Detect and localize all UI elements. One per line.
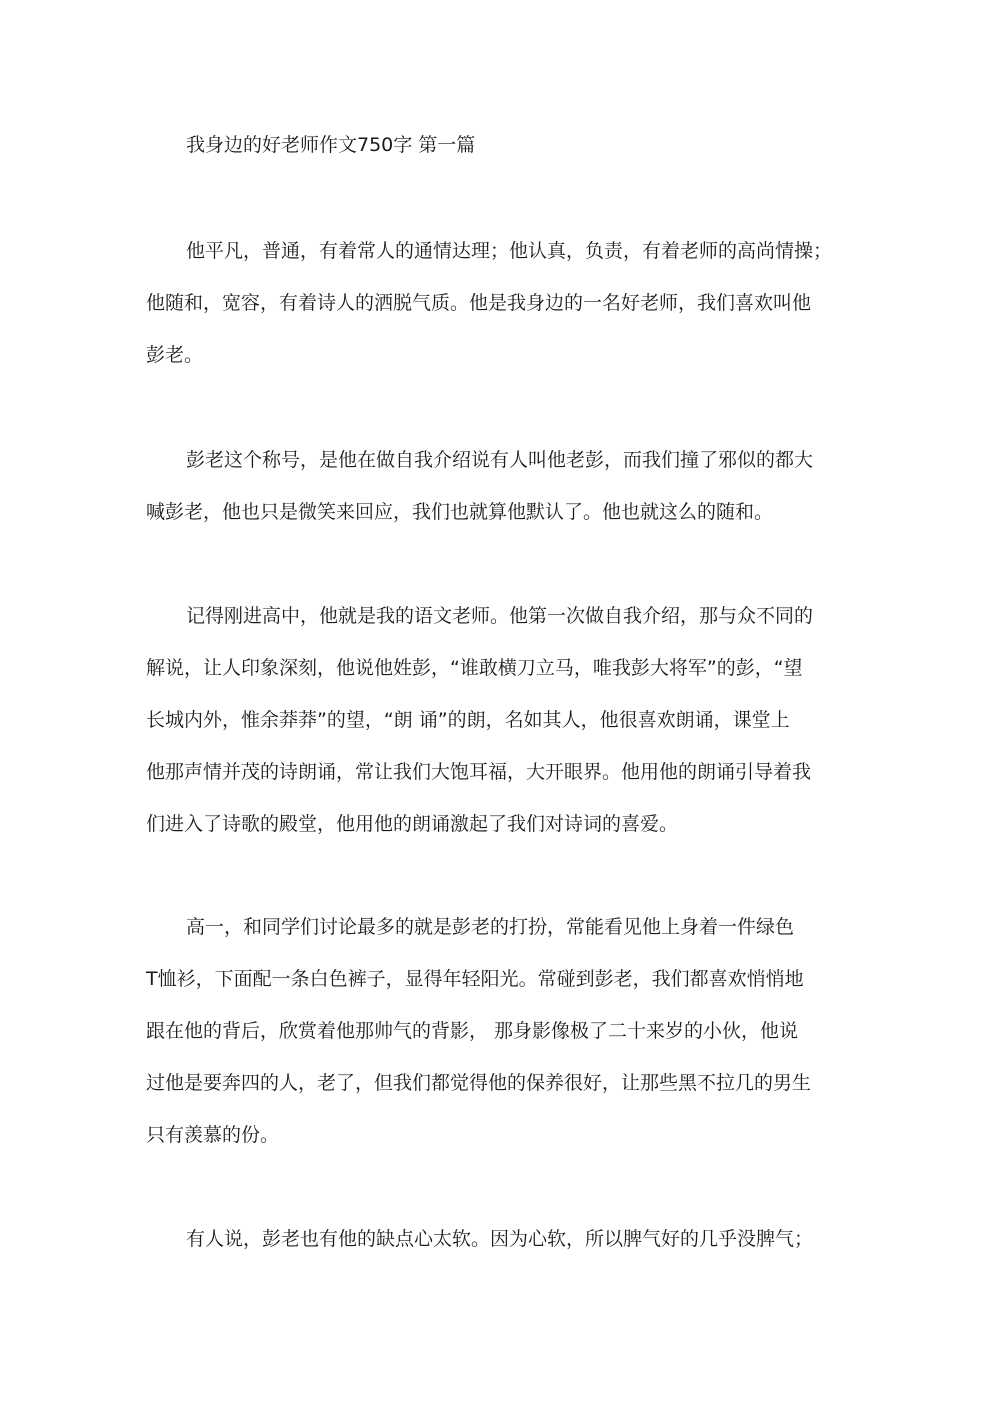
paragraph-line: T恤衫，下面配一条白色裤子，显得年轻阳光。常碰到彭老，我们都喜欢悄悄地 [146, 968, 804, 990]
paragraph-line: 他随和，宽容，有着诗人的洒脱气质。他是我身边的一名好老师，我们喜欢叫他 [146, 292, 812, 314]
paragraph-line: 解说，让人印象深刻，他说他姓彭，“谁敢横刀立马，唯我彭大将军”的彭，“望 [146, 657, 803, 679]
paragraph-line: 彭老这个称号，是他在做自我介绍说有人叫他老彭，而我们撞了邪似的都大 [186, 449, 814, 471]
paragraph-line: 他平凡，普通，有着常人的通情达理；他认真，负责，有着老师的高尚情操； [186, 240, 833, 262]
document-title: 我身边的好老师作文750字 第一篇 [186, 134, 476, 156]
paragraph-line: 们进入了诗歌的殿堂，他用他的朗诵激起了我们对诗词的喜爱。 [146, 813, 679, 835]
paragraph-line: 喊彭老，他也只是微笑来回应，我们也就算他默认了。他也就这么的随和。 [146, 501, 774, 523]
paragraph-line: 彭老。 [146, 344, 204, 366]
paragraph-line: 跟在他的背后，欣赏着他那帅气的背影， 那身影像极了二十来岁的小伙，他说 [146, 1020, 799, 1042]
paragraph-line: 高一，和同学们讨论最多的就是彭老的打扮，常能看见他上身着一件绿色 [186, 916, 795, 938]
paragraph-line: 过他是要奔四的人，老了，但我们都觉得他的保养很好，让那些黑不拉几的男生 [146, 1072, 812, 1094]
paragraph-line: 有人说，彭老也有他的缺点心太软。因为心软，所以脾气好的几乎没脾气； [186, 1228, 814, 1250]
paragraph-line: 他那声情并茂的诗朗诵，常让我们大饱耳福，大开眼界。他用他的朗诵引导着我 [146, 761, 812, 783]
paragraph-line: 记得刚进高中，他就是我的语文老师。他第一次做自我介绍，那与众不同的 [186, 605, 814, 627]
paragraph-line: 只有羡慕的份。 [146, 1124, 280, 1146]
paragraph-line: 长城内外，惟余莽莽”的望，“朗 诵”的朗，名如其人，他很喜欢朗诵，课堂上 [146, 709, 790, 731]
